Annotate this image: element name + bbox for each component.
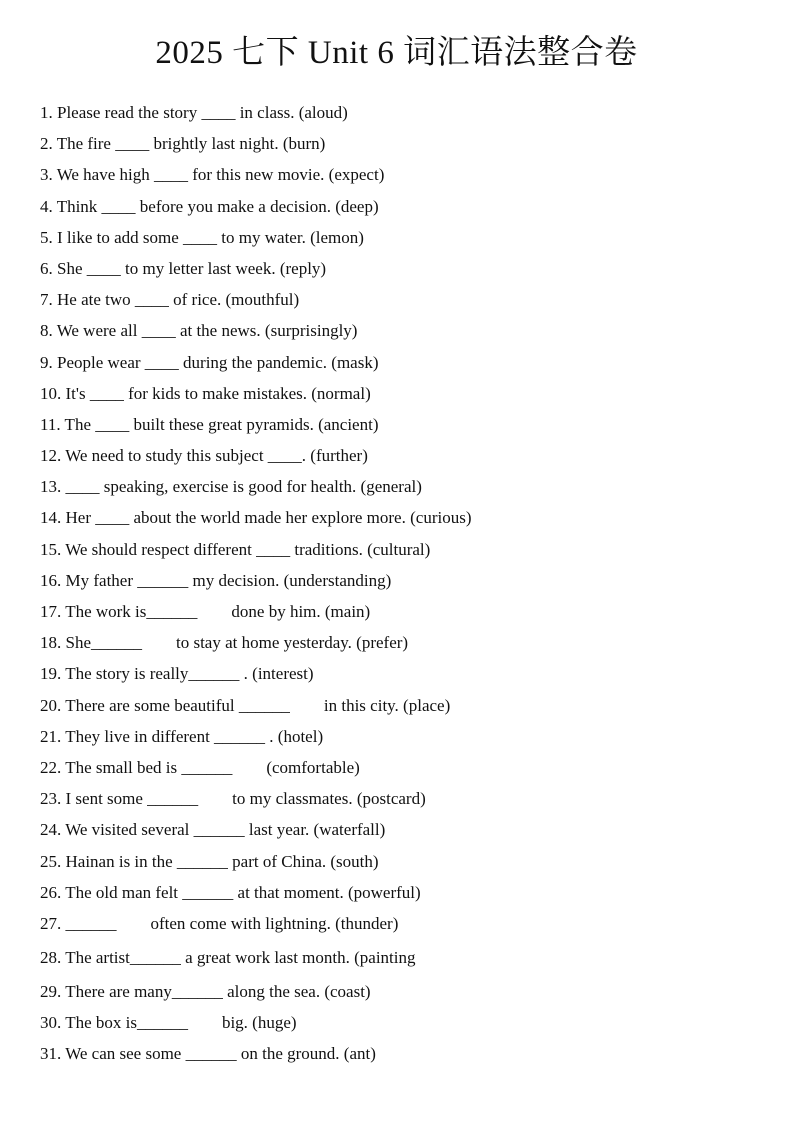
- question-item: [40, 879, 760, 910]
- question-item: [40, 380, 760, 411]
- question-text: 1. Please read the story ____ in class. (aloud): [40, 103, 348, 122]
- question-item: [40, 349, 760, 380]
- question-item: [40, 785, 760, 816]
- question-text: 20. There are some beautiful ______ in this city. (place): [40, 695, 451, 715]
- question-item: [40, 286, 760, 317]
- question-item: [40, 944, 760, 978]
- question-text: 17. The work is______ done by him. (main): [40, 602, 371, 621]
- question-item: [40, 692, 760, 723]
- question-item: [40, 598, 760, 629]
- question-text: 6. She ____ to my letter last week. (reply): [40, 258, 327, 278]
- question-text: 25. Hainan is in the ______ part of China. (south): [40, 851, 379, 871]
- question-item: [40, 411, 760, 442]
- question-item: [40, 473, 760, 504]
- question-item: [40, 567, 760, 598]
- question-text: 29. There are many______ along the sea. (coast): [40, 981, 371, 1001]
- question-item: [40, 442, 760, 473]
- question-text: 28. The artist______ a great work last month. (painting: [40, 947, 416, 967]
- question-text: 2. The fire ____ brightly last night. (burn): [40, 134, 326, 154]
- question-text: 16. My father ______ my decision. (understanding): [40, 570, 392, 590]
- question-text: 12. We need to study this subject ____. (further): [40, 446, 368, 466]
- question-item: [40, 754, 760, 785]
- question-text: 11. The ____ built these great pyramids. (ancient): [40, 414, 379, 434]
- question-text: 21. They live in different ______ . (hotel): [40, 726, 324, 746]
- page-title: 2025 七下 Unit 6 词汇语法整合卷: [155, 35, 638, 71]
- question-item: [40, 99, 760, 130]
- question-text: 15. We should respect different ____ traditions. (cultural): [40, 539, 431, 559]
- question-item: [40, 193, 760, 224]
- question-item: [40, 1009, 760, 1040]
- question-text: 14. Her ____ about the world made her explore more. (curious): [40, 508, 472, 528]
- question-text: 13. ____ speaking, exercise is good for health. (general): [40, 477, 422, 497]
- question-text: 30. The box is______ big. (huge): [40, 1013, 297, 1033]
- question-text: 23. I sent some ______ to my classmates. (postcard): [40, 789, 426, 809]
- question-item: [40, 130, 760, 161]
- question-text: 26. The old man felt ______ at that moment. (powerful): [40, 882, 421, 902]
- question-text: 22. The small bed is ______ (comfortable): [40, 757, 360, 777]
- question-item: [40, 224, 760, 255]
- question-list: [40, 99, 760, 1071]
- question-item: [40, 255, 760, 286]
- question-text: 31. We can see some ______ on the ground. (ant): [40, 1044, 376, 1064]
- question-item: [40, 816, 760, 847]
- question-text: 7. He ate two ____ of rice. (mouthful): [40, 290, 300, 310]
- question-text: 18. She______ to stay at home yesterday. (prefer): [40, 633, 409, 653]
- question-item: [40, 1040, 760, 1071]
- question-item: [40, 317, 760, 348]
- question-text: 27. ______ often come with lightning. (thunder): [40, 913, 399, 933]
- question-text: 9. People wear ____ during the pandemic. (mask): [40, 352, 379, 372]
- question-text: 24. We visited several ______ last year. (waterfall): [40, 820, 386, 840]
- question-item: [40, 978, 760, 1009]
- question-item: [40, 848, 760, 879]
- question-text: 4. Think ____ before you make a decision. (deep): [40, 196, 379, 216]
- question-item: [40, 161, 760, 192]
- question-item: [40, 536, 760, 567]
- question-item: [40, 660, 760, 691]
- question-text: 10. It's ____ for kids to make mistakes. (normal): [40, 383, 371, 403]
- question-text: 5. I like to add some ____ to my water. (lemon): [40, 227, 364, 247]
- question-item: [40, 504, 760, 535]
- question-text: 3. We have high ____ for this new movie. (expect): [40, 165, 385, 185]
- question-text: 19. The story is really______ . (interest): [40, 664, 314, 684]
- question-item: [40, 910, 760, 944]
- question-text: 8. We were all ____ at the news. (surprisingly): [40, 321, 358, 341]
- question-item: [40, 723, 760, 754]
- question-item: [40, 629, 760, 660]
